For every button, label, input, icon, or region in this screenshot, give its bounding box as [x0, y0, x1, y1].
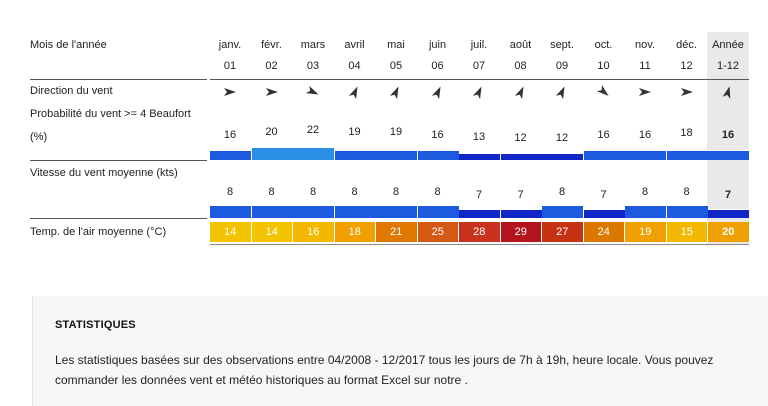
statistics-title: STATISTIQUES — [55, 319, 136, 331]
wind-direction-arrow-icon — [293, 84, 333, 100]
month-name: avril — [344, 39, 365, 51]
month-name: Année — [712, 39, 744, 51]
wind-direction-arrow-icon — [210, 84, 250, 100]
avg-wind-speed-label: Vitesse du vent moyenne (kts) — [30, 167, 178, 179]
wind-direction-arrow-icon — [335, 84, 375, 100]
wind-speed-value: 7 — [724, 189, 732, 201]
wind-probability-value: 16 — [597, 128, 610, 141]
wind-probability-bar — [210, 150, 251, 160]
month-name: déc. — [676, 39, 697, 51]
month-number: 05 — [389, 60, 403, 72]
avg-air-temp-label: Temp. de l'air moyenne (°C) — [30, 226, 167, 238]
month-number: 1-12 — [716, 60, 740, 72]
month-number: 03 — [306, 60, 320, 72]
month-number: 10 — [597, 60, 610, 72]
wind-probability-bar — [252, 147, 293, 160]
wind-speed-bar — [708, 209, 749, 218]
wind-speed-value: 8 — [683, 186, 690, 198]
wind-probability-value: 18 — [680, 127, 693, 140]
air-temperature-value: 18 — [335, 222, 377, 242]
month-number: 06 — [431, 60, 444, 72]
wind-probability-value: 12 — [555, 132, 569, 144]
month-name: juil. — [470, 39, 488, 51]
month-of-year-label: Mois de l'année — [30, 39, 107, 51]
month-name: sept. — [550, 39, 574, 51]
wind-speed-bar — [252, 205, 293, 218]
month-name: mars — [300, 39, 326, 51]
wind-probability-value: 22 — [306, 124, 320, 136]
wind-speed-bar — [459, 209, 500, 218]
wind-direction-arrow-icon — [667, 84, 707, 100]
air-temperature-value: 27 — [542, 222, 584, 242]
wind-speed-value: 8 — [309, 186, 317, 198]
air-temperature-value: 25 — [418, 222, 460, 242]
wind-probability-value: 19 — [389, 126, 403, 139]
wind-speed-value: 7 — [517, 189, 524, 201]
wind-probability-unit: (%) — [30, 131, 48, 143]
wind-speed-bar — [625, 205, 666, 218]
month-number: 04 — [348, 60, 361, 72]
wind-direction-arrow-icon — [459, 84, 499, 100]
wind-probability-value: 20 — [265, 125, 278, 138]
air-temperature-value: 28 — [459, 222, 501, 242]
air-temperature-value: 24 — [584, 222, 626, 242]
statistics-panel — [32, 296, 768, 406]
wind-speed-value: 8 — [558, 186, 566, 198]
wind-probability-value: 12 — [514, 132, 527, 144]
month-name: févr. — [261, 39, 282, 51]
wind-probability-label: Probabilité du vent >= 4 Beaufort — [30, 108, 191, 120]
wind-speed-bar — [210, 205, 251, 218]
wind-probability-bar — [625, 150, 666, 160]
month-number: 08 — [514, 60, 527, 72]
air-temperature-value: 14 — [210, 222, 252, 242]
air-temperature-value: 15 — [667, 222, 709, 242]
wind-speed-bar — [418, 205, 459, 218]
month-name: août — [509, 39, 532, 51]
wind-probability-value: 16 — [223, 128, 237, 141]
wind-probability-bar — [501, 153, 542, 160]
month-number: 01 — [223, 60, 237, 72]
air-temperature-value: 14 — [252, 222, 294, 242]
wind-speed-value: 8 — [226, 186, 234, 198]
divider-line — [30, 160, 207, 161]
wind-probability-bar — [708, 150, 749, 160]
wind-probability-bar — [335, 150, 376, 160]
wind-direction-arrow-icon — [501, 84, 541, 100]
divider-line — [30, 218, 207, 219]
month-name: juin — [428, 39, 447, 51]
wind-speed-bar — [335, 205, 376, 218]
air-temperature-value: 21 — [376, 222, 418, 242]
wind-probability-value: 13 — [472, 131, 486, 144]
wind-speed-bar — [293, 205, 334, 218]
wind-speed-bar — [376, 205, 417, 218]
wind-speed-value: 8 — [434, 186, 441, 198]
wind-probability-bar — [293, 147, 334, 160]
wind-direction-arrow-icon — [252, 84, 292, 100]
wind-direction-arrow-icon — [376, 84, 416, 100]
wind-speed-bar — [667, 205, 708, 218]
wind-direction-arrow-icon — [584, 84, 624, 100]
wind-speed-value: 8 — [641, 186, 649, 198]
wind-direction-arrow-icon — [625, 84, 665, 100]
wind-speed-value: 8 — [392, 186, 400, 198]
month-number: 12 — [680, 60, 693, 72]
wind-probability-value: 16 — [721, 128, 735, 141]
air-temperature-value: 20 — [708, 222, 750, 242]
wind-probability-bar — [667, 150, 708, 160]
wind-speed-value: 7 — [600, 189, 607, 201]
wind-direction-label: Direction du vent — [30, 85, 113, 97]
wind-probability-bar — [459, 153, 500, 160]
month-number: 11 — [639, 60, 651, 72]
month-number: 07 — [472, 60, 486, 72]
wind-speed-value: 8 — [351, 186, 358, 198]
divider-line — [210, 79, 749, 80]
wind-probability-value: 16 — [431, 128, 444, 141]
wind-probability-value: 19 — [348, 126, 361, 139]
wind-speed-value: 7 — [475, 189, 483, 201]
wind-statistics-table — [30, 0, 750, 260]
divider-line — [210, 244, 749, 245]
month-number: 09 — [555, 60, 569, 72]
air-temperature-value: 29 — [501, 222, 543, 242]
wind-speed-bar — [501, 209, 542, 218]
wind-probability-bar — [376, 150, 417, 160]
wind-probability-bar — [584, 150, 625, 160]
month-number: 02 — [265, 60, 278, 72]
month-name: oct. — [594, 39, 613, 51]
wind-direction-arrow-icon — [708, 84, 748, 100]
wind-probability-bar — [542, 153, 583, 160]
wind-speed-value: 8 — [268, 186, 275, 198]
air-temperature-value: 19 — [625, 222, 667, 242]
wind-direction-arrow-icon — [418, 84, 458, 100]
month-name: nov. — [635, 39, 655, 51]
divider-line — [30, 79, 207, 80]
statistics-text: Les statistiques basées sur des observations entre 04/2008 - 12/2017 tous les jours de 7h à 19h, heure locale. Vous pouvez commander les données vent et météo historiques au format Excel sur notre . — [55, 353, 714, 387]
month-name: janv. — [218, 39, 242, 51]
air-temperature-value: 16 — [293, 222, 335, 242]
wind-probability-bar — [418, 150, 459, 160]
wind-probability-value: 16 — [638, 128, 652, 141]
wind-direction-arrow-icon — [542, 84, 582, 100]
wind-speed-bar — [584, 209, 625, 218]
month-name: mai — [387, 39, 405, 51]
wind-speed-bar — [542, 205, 583, 218]
